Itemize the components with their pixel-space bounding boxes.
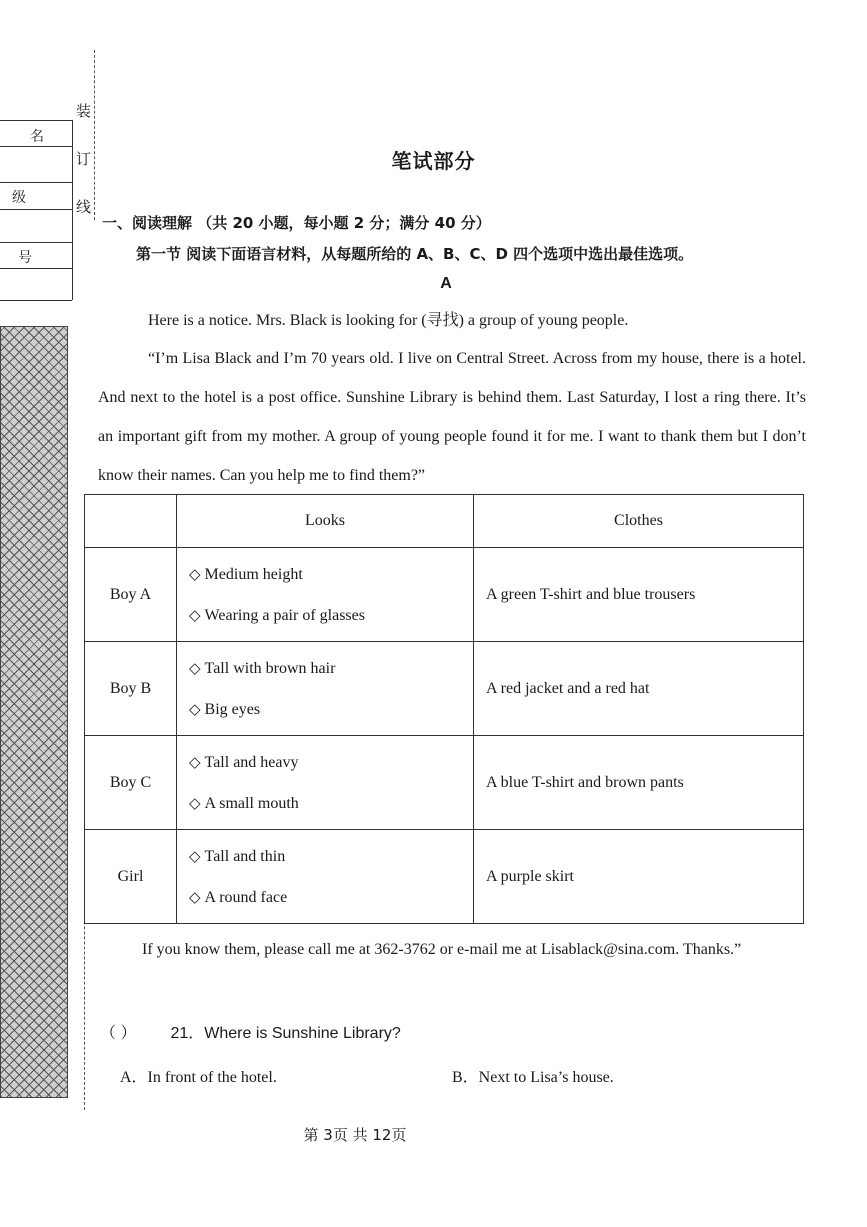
class-field-top-line [0,182,72,183]
contact-paragraph: If you know them, please call me at 362-3762 or e-mail me at Lisablack@sina.com. Thanks.” [142,941,742,958]
table-row [85,736,804,830]
diamond-bullet-icon: ◇ [189,793,201,812]
number-field-label: 号 [18,249,32,265]
field-bottom-line [0,300,72,301]
looks-item: A small mouth [204,794,299,812]
description-table [84,494,804,924]
binding-char-xian: 线 [76,198,92,216]
class-field-line [0,209,72,210]
looks-item: Big eyes [204,700,261,718]
table-row [85,548,804,642]
looks-item: Tall and thin [204,847,286,865]
row-name: Boy B [85,642,177,736]
passage-intro: Here is a notice. Mrs. Black is looking for (寻找) a group of young people. [148,312,629,329]
diamond-bullet-icon: ◇ [189,699,201,718]
table-header-looks: Looks [177,495,474,548]
name-field-label: 名 [30,128,44,144]
row-clothes: A blue T-shirt and brown pants [474,736,804,830]
page-footer: 第 3页 共 12页 [303,1126,407,1144]
option-a[interactable]: A．In front of the hotel. [120,1069,277,1086]
diamond-bullet-icon: ◇ [189,846,201,865]
row-looks [177,642,474,736]
row-looks [177,830,474,924]
passage-body: “I’m Lisa Black and I’m 70 years old. I live on Central Street. Across from my house, there is a hotel. And next to the hotel is a post office. Sunshine Library is behind them. Last Saturday, I lost a ring there. It’s an important gift from my mother. A group of young people found it for me. I want to thank them but I don’t know their names. Can you help me to find them?” [98,350,806,484]
answer-bracket[interactable]: （ ） [100,1025,137,1042]
diamond-bullet-icon: ◇ [189,887,201,906]
diamond-bullet-icon: ◇ [189,605,201,624]
diamond-bullet-icon: ◇ [189,658,201,677]
table-row [85,830,804,924]
passage-letter: A [440,275,452,292]
table-header-row [85,495,804,548]
class-field-label: 级 [12,189,26,205]
diamond-bullet-icon: ◇ [189,752,201,771]
row-looks [177,548,474,642]
question-text: 21．Where is Sunshine Library? [170,1025,401,1042]
binding-char-zhuang: 装 [76,102,92,120]
looks-item: A round face [204,888,288,906]
diamond-bullet-icon: ◇ [189,564,201,583]
number-field-top-line [0,242,72,243]
row-clothes: A purple skirt [474,830,804,924]
section-heading: 一、阅读理解 （共 20 小题，每小题 2 分；满分 40 分） [102,214,491,232]
looks-item: Wearing a pair of glasses [204,606,365,624]
binding-char-ding: 订 [76,150,92,168]
table-header-clothes: Clothes [474,495,804,548]
binding-dashed-line-top [94,50,95,220]
looks-item: Tall with brown hair [204,659,336,677]
option-b[interactable]: B．Next to Lisa’s house. [452,1069,614,1086]
question-21 [100,1020,401,1043]
table-header-blank [85,495,177,548]
row-clothes: A green T-shirt and blue trousers [474,548,804,642]
table-row [85,642,804,736]
looks-item: Medium height [204,565,303,583]
sealed-margin-hatch [0,326,68,1098]
row-name: Girl [85,830,177,924]
row-looks [177,736,474,830]
section-instruction: 第一节 阅读下面语言材料，从每题所给的 A、B、C、D 四个选项中选出最佳选项。 [136,245,694,263]
looks-item: Tall and heavy [204,753,299,771]
name-field-top-line [0,120,72,121]
row-name: Boy A [85,548,177,642]
number-field-line [0,268,72,269]
row-name: Boy C [85,736,177,830]
page-title: 笔试部分 [391,149,476,173]
row-clothes: A red jacket and a red hat [474,642,804,736]
